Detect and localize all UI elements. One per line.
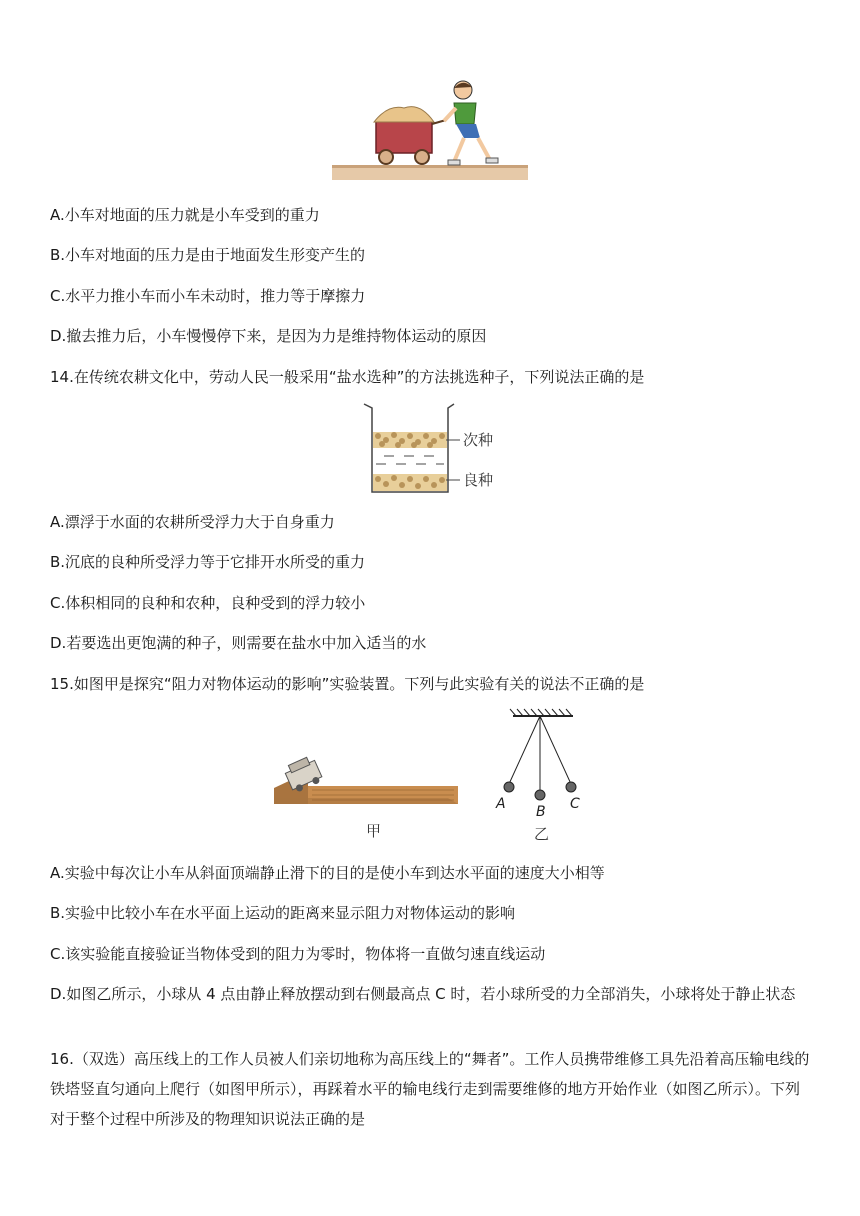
q15-option-d: D.如图乙所示，小球从 4 点由静止释放摆动到右侧最高点 C 时，若小球所受的力全部消失，小球将处于静止状态 <box>50 985 796 1003</box>
figure-jia-label: 甲 <box>366 822 382 840</box>
q14-option-b: B.沉底的良种所受浮力等于它排开水所受的重力 <box>50 553 366 571</box>
q13-option-d: D.撤去推力后，小车慢慢停下来，是因为力是维持物体运动的原因 <box>50 327 487 345</box>
beaker-figure <box>360 400 510 500</box>
q15-option-c: C.该实验能直接验证当物体受到的阻力为零时，物体将一直做匀速直线运动 <box>50 945 546 963</box>
q13-option-c: C.水平力推小车而小车未动时，推力等于摩擦力 <box>50 287 366 305</box>
q14-stem: 14.在传统农耕文化中，劳动人民一般采用“盐水选种”的方法挑选种子，下列说法正确的是 <box>50 368 645 386</box>
q15-stem: 15.如图甲是探究“阻力对物体运动的影响”实验装置。下列与此实验有关的说法不正确的是 <box>50 675 645 693</box>
pendulum-label-c: C <box>570 796 580 812</box>
q14-option-c: C.体积相同的良种和农种，良种受到的浮力较小 <box>50 594 366 612</box>
q13-option-b: B.小车对地面的压力是由于地面发生形变产生的 <box>50 246 366 264</box>
beaker-label-bottom: 良种 <box>463 471 494 489</box>
cart-pushing-figure <box>330 76 530 182</box>
q14-option-d: D.若要选出更饱满的种子，则需要在盐水中加入适当的水 <box>50 634 427 652</box>
incline-pendulum-figure <box>268 706 598 846</box>
q16-stem: 16.（双选）高压线上的工作人员被人们亲切地称为高压线上的“舞者”。工作人员携带维修工具先沿着高压输电线的铁塔竖直匀通向上爬行（如图甲所示），再踩着水平的输电线行走到需要维修的地方开始作业（如图乙所示）。下列对于整个过程中所涉及的物理知识说法正确的是 <box>50 1050 810 1128</box>
pendulum-label-a: A <box>496 796 506 812</box>
q15-option-b: B.实验中比较小车在水平面上运动的距离来显示阻力对物体运动的影响 <box>50 904 516 922</box>
beaker-label-top: 次种 <box>463 431 494 449</box>
q15-option-a: A.实验中每次让小车从斜面顶端静止滑下的目的是使小车到达水平面的速度大小相等 <box>50 864 605 882</box>
pendulum-label-b: B <box>536 804 546 820</box>
figure-yi-label: 乙 <box>534 825 550 843</box>
q14-option-a: A.漂浮于水面的农耕所受浮力大于自身重力 <box>50 513 335 531</box>
q13-option-a: A.小车对地面的压力就是小车受到的重力 <box>50 206 320 224</box>
